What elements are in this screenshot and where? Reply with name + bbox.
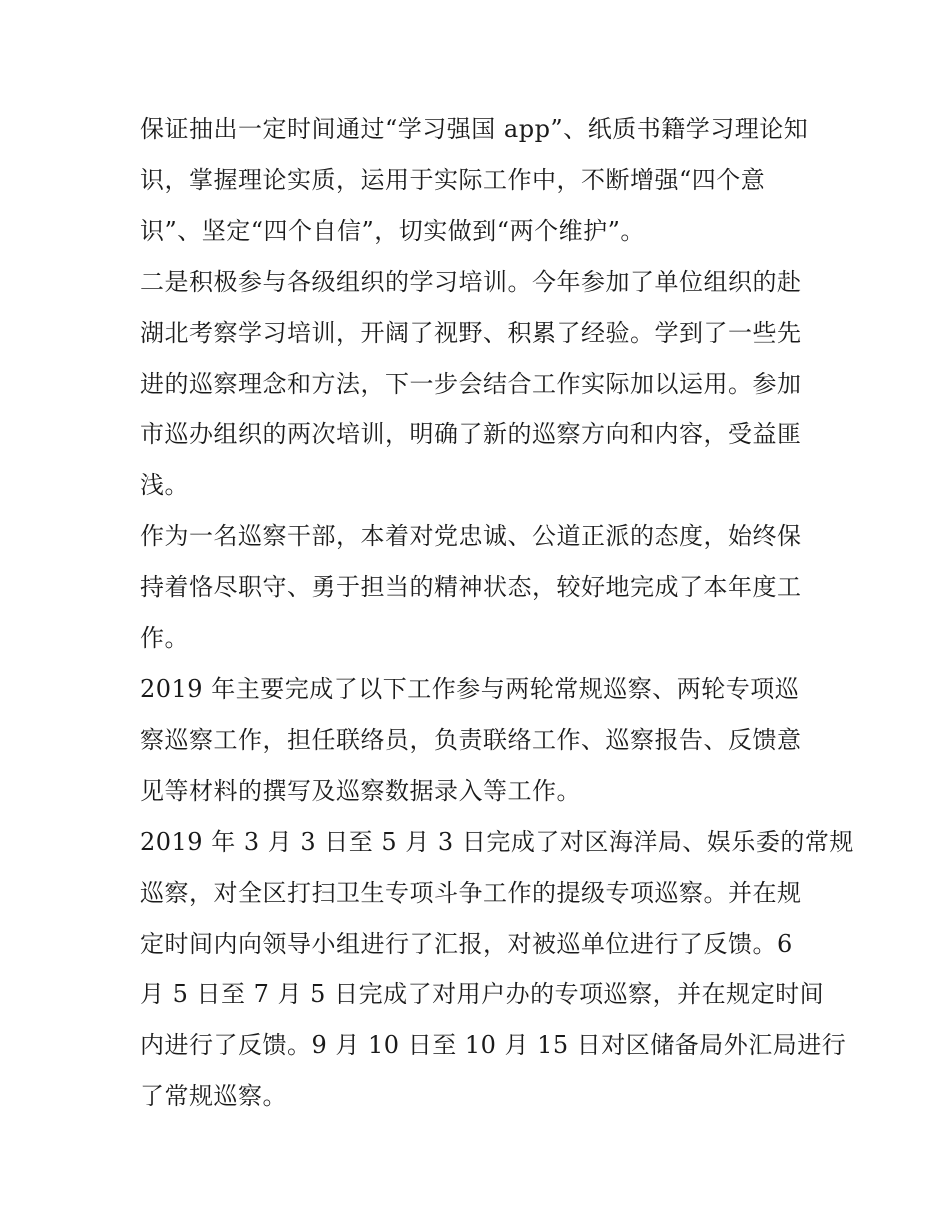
document-body — [140, 104, 854, 1122]
text-line: 见等材料的撰写及巡察数据录入等工作。 — [140, 776, 581, 805]
text-line: 内进行了反馈。9 月 10 日至 10 月 15 日对区储备局外汇局进行 — [140, 1031, 847, 1060]
text-line: 了常规巡察。 — [140, 1082, 287, 1111]
text-line: 保证抽出一定时间通过“学习强国 app”、纸质书籍学习理论知 — [140, 115, 809, 143]
text-line: 察巡察工作，担任联络员，负责联络工作、巡察报告、反馈意 — [140, 725, 802, 754]
text-line: 2019 年主要完成了以下工作参与两轮常规巡察、两轮专项巡 — [140, 674, 800, 703]
text-line: 定时间内向领导小组进行了汇报，对被巡单位进行了反馈。6 — [140, 929, 793, 958]
text-line: 二是积极参与各级组织的学习培训。今年参加了单位组织的赴 — [140, 267, 802, 296]
text-line: 作。 — [140, 624, 189, 653]
text-line: 2019 年 3 月 3 日至 5 月 3 日完成了对区海洋局、娱乐委的常规 — [140, 827, 854, 856]
text-line: 湖北考察学习培训，开阔了视野、积累了经验。学到了一些先 — [140, 318, 802, 347]
text-line: 巡察，对全区打扫卫生专项斗争工作的提级专项巡察。并在规 — [140, 878, 802, 907]
text-line: 市巡办组织的两次培训，明确了新的巡察方向和内容，受益匪 — [140, 420, 802, 449]
text-line: 持着恪尽职守、勇于担当的精神状态，较好地完成了本年度工 — [140, 573, 802, 602]
text-line: 作为一名巡察干部，本着对党忠诚、公道正派的态度，始终保 — [140, 522, 802, 551]
text-line: 浅。 — [140, 471, 189, 500]
text-line: 月 5 日至 7 月 5 日完成了对用户办的专项巡察，并在规定时间 — [140, 980, 825, 1009]
text-line: 进的巡察理念和方法，下一步会结合工作实际加以运用。参加 — [140, 369, 802, 398]
text-line: 识，掌握理论实质，运用于实际工作中，不断增强“四个意 — [140, 165, 766, 194]
text-line: 识”、坚定“四个自信”，切实做到“两个维护”。 — [140, 216, 645, 245]
